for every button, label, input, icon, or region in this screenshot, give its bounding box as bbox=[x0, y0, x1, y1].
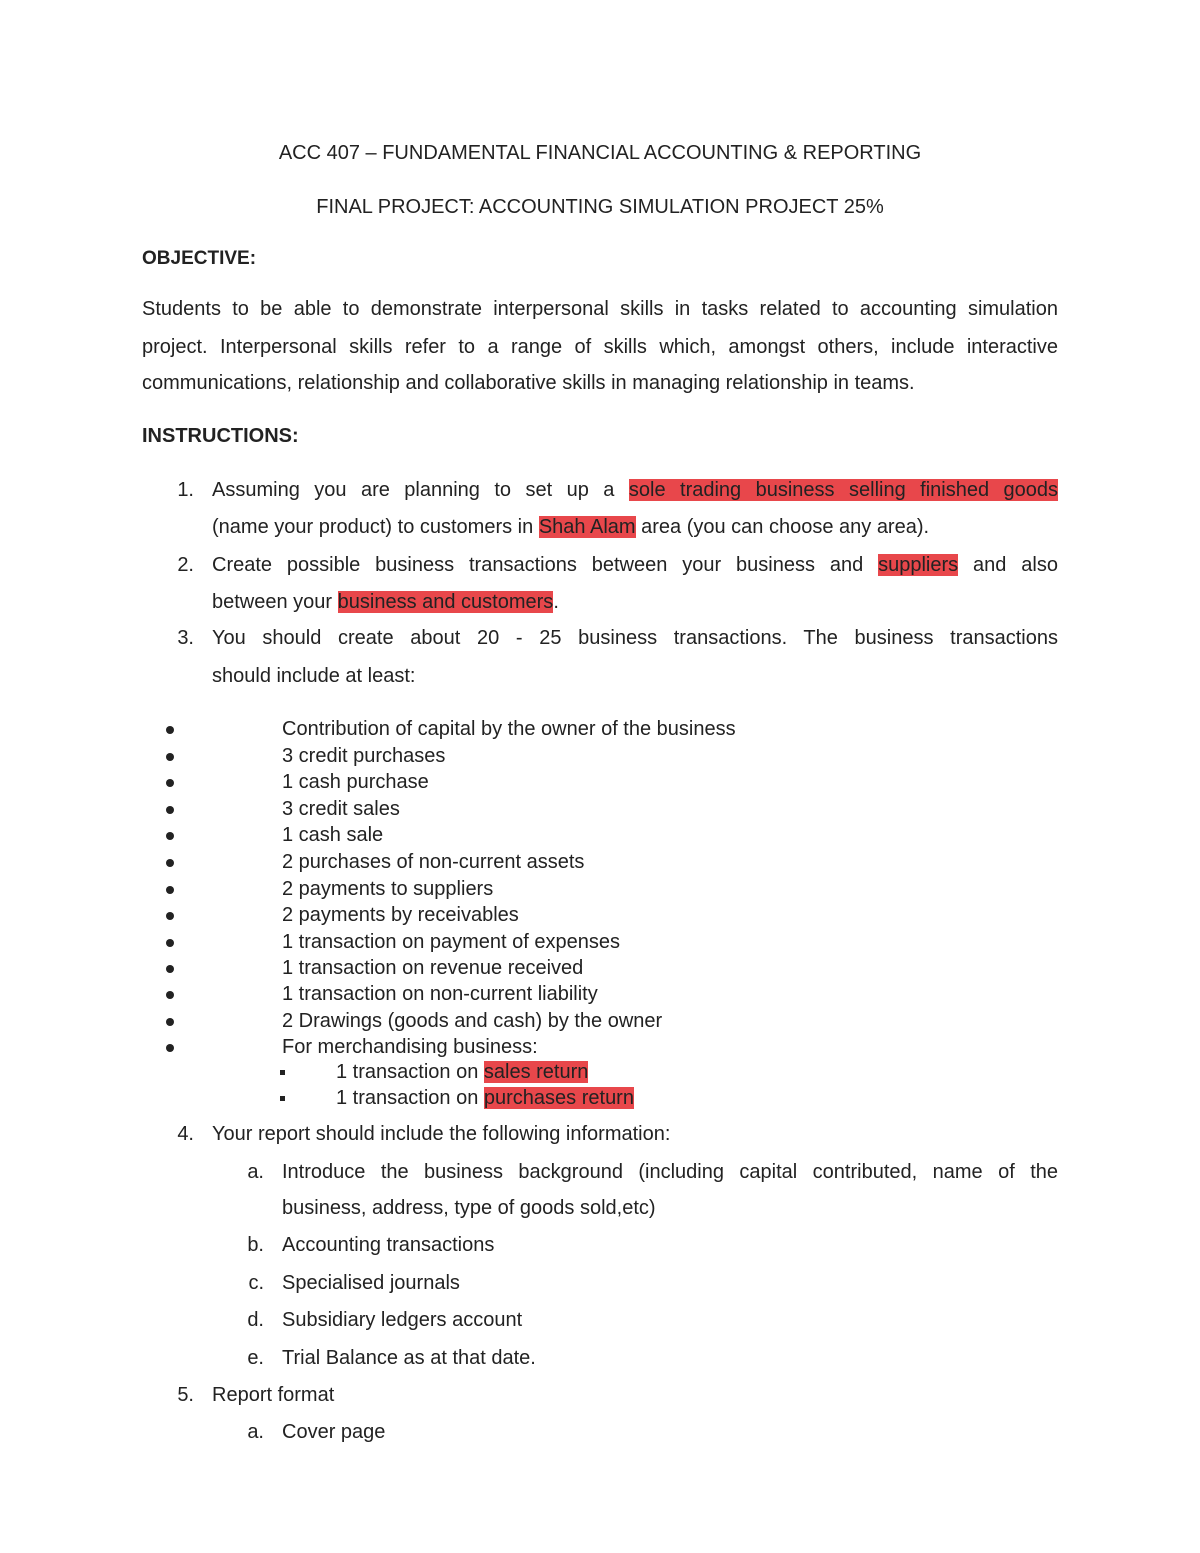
bullet-icon bbox=[166, 912, 174, 920]
objective-line-1: Students to be able to demonstrate interpersonal skills in tasks related to accounting simulation bbox=[142, 298, 1058, 320]
bullet-icon bbox=[166, 991, 174, 999]
bullet-item: For merchandising business: bbox=[282, 1036, 538, 1058]
item-4e-text: Trial Balance as at that date. bbox=[282, 1347, 536, 1369]
highlight-sole-trading: sole trading business selling finished goods bbox=[628, 479, 1059, 501]
bullet-item: 1 transaction on payment of expenses bbox=[282, 931, 620, 953]
item-4a-letter: a. bbox=[247, 1161, 264, 1183]
bullet-icon bbox=[166, 965, 174, 973]
bullet-icon bbox=[166, 886, 174, 894]
project-title: FINAL PROJECT: ACCOUNTING SIMULATION PROJECT 25% bbox=[316, 196, 884, 218]
item-1-line-2 bbox=[212, 516, 1058, 539]
item-4b-letter: b. bbox=[247, 1234, 264, 1256]
item-3-line-2: should include at least: bbox=[212, 665, 416, 687]
highlight-suppliers: suppliers bbox=[878, 554, 959, 576]
item-2-text-3: between your bbox=[212, 591, 333, 613]
item-5a-letter: a. bbox=[247, 1421, 264, 1443]
item-5a-text: Cover page bbox=[282, 1421, 386, 1443]
sub-bullet-text: 1 transaction on bbox=[336, 1061, 479, 1083]
bullet-icon bbox=[166, 939, 174, 947]
bullet-item: 1 transaction on non-current liability bbox=[282, 983, 598, 1005]
bullet-item: Contribution of capital by the owner of the business bbox=[282, 718, 736, 740]
item-2-period: . bbox=[553, 591, 559, 613]
highlight-sales-return: sales return bbox=[483, 1061, 589, 1083]
item-1-text-3: area (you can choose any area). bbox=[641, 516, 930, 538]
item-4c-letter: c. bbox=[248, 1272, 264, 1294]
item-4a-line-1: Introduce the business background (including capital contributed, name of the bbox=[282, 1161, 1058, 1183]
item-1-line-1 bbox=[212, 479, 1058, 502]
bullet-icon bbox=[166, 726, 174, 734]
item-3-line-1: You should create about 20 - 25 business transactions. The business transactions bbox=[212, 627, 1058, 649]
bullet-icon bbox=[166, 779, 174, 787]
bullet-item: 1 cash sale bbox=[282, 824, 384, 846]
item-2-text: Create possible business transactions between your business and bbox=[212, 554, 864, 576]
instructions-heading: INSTRUCTIONS: bbox=[142, 425, 299, 447]
bullet-icon bbox=[166, 859, 174, 867]
bullet-item: 3 credit sales bbox=[282, 798, 400, 820]
sub-bullet-sales-return bbox=[336, 1061, 588, 1084]
item-4-text: Your report should include the following information: bbox=[212, 1123, 671, 1145]
square-bullet-icon bbox=[280, 1096, 285, 1101]
bullet-item: 2 Drawings (goods and cash) by the owner bbox=[282, 1010, 663, 1032]
bullet-item: 2 payments to suppliers bbox=[282, 878, 494, 900]
item-4-number: 4. bbox=[177, 1123, 194, 1145]
highlight-area: Shah Alam bbox=[538, 516, 636, 538]
item-4a-line-2: business, address, type of goods sold,etc) bbox=[282, 1197, 656, 1219]
bullet-item: 1 cash purchase bbox=[282, 771, 429, 793]
item-2-number: 2. bbox=[177, 554, 194, 576]
item-5-number: 5. bbox=[177, 1384, 194, 1406]
bullet-icon bbox=[166, 832, 174, 840]
item-4b-text: Accounting transactions bbox=[282, 1234, 495, 1256]
bullet-icon bbox=[166, 753, 174, 761]
bullet-item: 3 credit purchases bbox=[282, 745, 446, 767]
item-2-text-2: and also bbox=[973, 554, 1058, 576]
bullet-item: 1 transaction on revenue received bbox=[282, 957, 584, 979]
sub-bullet-purchases-return bbox=[336, 1087, 634, 1110]
item-1-text: Assuming you are planning to set up a bbox=[212, 479, 615, 501]
item-3-number: 3. bbox=[177, 627, 194, 649]
bullet-icon bbox=[166, 1018, 174, 1026]
objective-heading: OBJECTIVE: bbox=[142, 248, 257, 269]
bullet-item: 2 purchases of non-current assets bbox=[282, 851, 585, 873]
square-bullet-icon bbox=[280, 1070, 285, 1075]
course-title: ACC 407 – FUNDAMENTAL FINANCIAL ACCOUNTING & REPORTING bbox=[278, 142, 922, 164]
bullet-icon bbox=[166, 806, 174, 814]
objective-line-3: communications, relationship and collaborative skills in managing relationship in teams. bbox=[142, 372, 915, 394]
item-1-number: 1. bbox=[177, 479, 194, 501]
item-2-line-1 bbox=[212, 554, 1058, 577]
item-4c-text: Specialised journals bbox=[282, 1272, 460, 1294]
item-4d-text: Subsidiary ledgers account bbox=[282, 1309, 523, 1331]
objective-line-2: project. Interpersonal skills refer to a range of skills which, amongst others, include interactive bbox=[142, 336, 1058, 358]
bullet-icon bbox=[166, 1044, 174, 1052]
item-4e-letter: e. bbox=[247, 1347, 264, 1369]
item-5-text: Report format bbox=[212, 1384, 335, 1406]
sub-bullet-text: 1 transaction on bbox=[336, 1087, 479, 1109]
bullet-item: 2 payments by receivables bbox=[282, 904, 519, 926]
item-2-line-2 bbox=[212, 591, 1058, 614]
highlight-business-customers: business and customers bbox=[337, 591, 554, 613]
item-1-text-2: (name your product) to customers in bbox=[212, 516, 534, 538]
item-4d-letter: d. bbox=[247, 1309, 264, 1331]
highlight-purchases-return: purchases return bbox=[483, 1087, 634, 1109]
